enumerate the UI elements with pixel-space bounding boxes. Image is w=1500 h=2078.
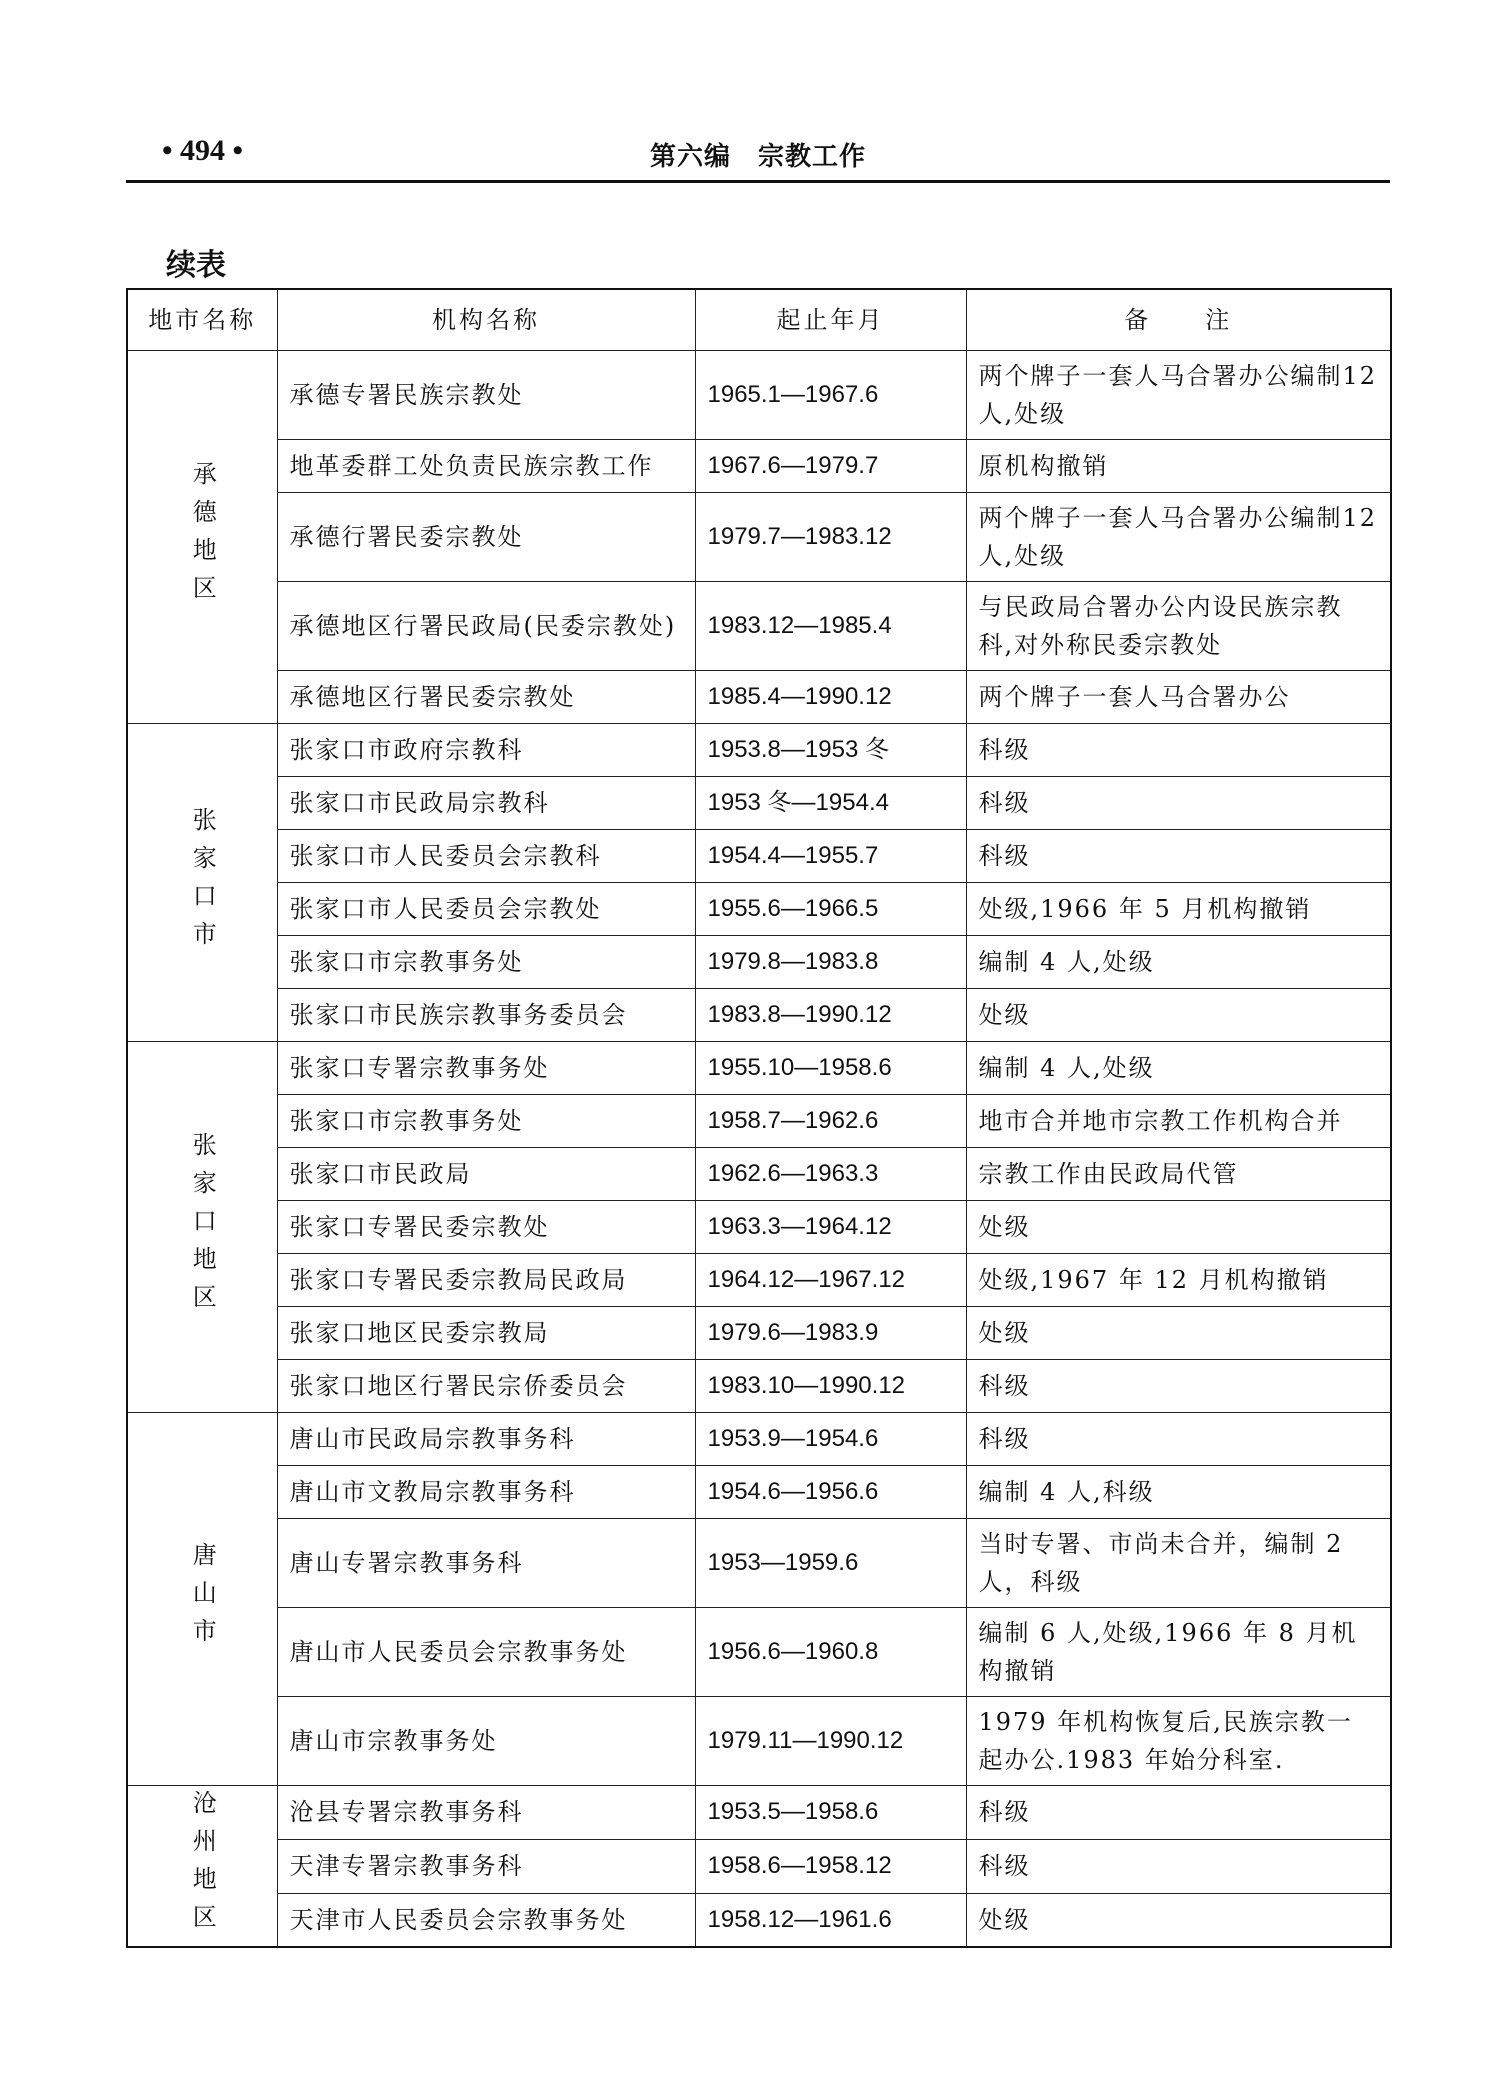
column-header-region: 地市名称 (127, 289, 277, 351)
table-row (127, 1360, 1391, 1413)
table-row (127, 830, 1391, 883)
org-cell: 张家口市人民委员会宗教处 (277, 883, 695, 936)
column-header-org: 机构名称 (277, 289, 695, 351)
org-cell: 唐山市宗教事务处 (277, 1697, 695, 1786)
org-cell: 张家口市民族宗教事务委员会 (277, 989, 695, 1042)
period-cell: 1953 冬—1954.4 (695, 777, 966, 830)
table-row (127, 1307, 1391, 1360)
org-cell: 唐山专署宗教事务科 (277, 1519, 695, 1608)
region-cell (127, 724, 277, 1042)
org-cell: 地革委群工处负责民族宗教工作 (277, 440, 695, 493)
org-cell: 张家口专署民委宗教处 (277, 1201, 695, 1254)
org-cell: 天津市人民委员会宗教事务处 (277, 1893, 695, 1947)
table-row (127, 724, 1391, 777)
org-cell: 承德地区行署民委宗教处 (277, 671, 695, 724)
period-cell: 1958.6—1958.12 (695, 1839, 966, 1893)
period-cell: 1979.8—1983.8 (695, 936, 966, 989)
period-cell: 1979.7—1983.12 (695, 493, 966, 582)
note-cell: 处级,1966 年 5 月机构撤销 (966, 883, 1391, 936)
note-cell: 1979 年机构恢复后,民族宗教一起办公.1983 年始分科室. (966, 1697, 1391, 1786)
page-header (126, 128, 1390, 176)
note-cell: 处级,1967 年 12 月机构撤销 (966, 1254, 1391, 1307)
period-cell: 1953.5—1958.6 (695, 1786, 966, 1840)
org-cell: 承德专署民族宗教处 (277, 351, 695, 440)
period-cell: 1958.7—1962.6 (695, 1095, 966, 1148)
header-row (127, 289, 1391, 351)
period-cell: 1985.4—1990.12 (695, 671, 966, 724)
table-row (127, 1893, 1391, 1947)
period-cell: 1953—1959.6 (695, 1519, 966, 1608)
note-cell: 编制 4 人,处级 (966, 936, 1391, 989)
column-header-note: 备 注 (966, 289, 1391, 351)
region-name: 张家口市 (188, 806, 217, 959)
table-row (127, 493, 1391, 582)
table-row (127, 1148, 1391, 1201)
table-row (127, 1413, 1391, 1466)
note-cell: 编制 4 人,处级 (966, 1042, 1391, 1095)
period-cell: 1953.8—1953 冬 (695, 724, 966, 777)
period-cell: 1983.12—1985.4 (695, 582, 966, 671)
note-cell: 科级 (966, 1786, 1391, 1840)
note-cell: 科级 (966, 830, 1391, 883)
org-cell: 承德地区行署民政局(民委宗教处) (277, 582, 695, 671)
table-row (127, 1697, 1391, 1786)
org-cell: 张家口市人民委员会宗教科 (277, 830, 695, 883)
note-cell: 科级 (966, 1413, 1391, 1466)
period-cell: 1965.1—1967.6 (695, 351, 966, 440)
note-cell: 科级 (966, 777, 1391, 830)
org-cell: 张家口市民政局 (277, 1148, 695, 1201)
note-cell: 与民政局合署办公内设民族宗教科,对外称民委宗教处 (966, 582, 1391, 671)
header-rule (126, 180, 1390, 183)
table-row (127, 883, 1391, 936)
table-row (127, 777, 1391, 830)
note-cell: 科级 (966, 1839, 1391, 1893)
period-cell: 1958.12—1961.6 (695, 1893, 966, 1947)
period-cell: 1963.3—1964.12 (695, 1201, 966, 1254)
region-name: 张家口地区 (188, 1132, 217, 1322)
region-name: 唐山市 (188, 1542, 217, 1656)
org-cell: 承德行署民委宗教处 (277, 493, 695, 582)
table-row (127, 351, 1391, 440)
table-row (127, 1519, 1391, 1608)
note-cell: 科级 (966, 1360, 1391, 1413)
org-cell: 张家口地区民委宗教局 (277, 1307, 695, 1360)
institutions-table (126, 288, 1392, 1948)
table-row (127, 440, 1391, 493)
period-cell: 1979.6—1983.9 (695, 1307, 966, 1360)
period-cell: 1983.8—1990.12 (695, 989, 966, 1042)
period-cell: 1979.11—1990.12 (695, 1697, 966, 1786)
period-cell: 1962.6—1963.3 (695, 1148, 966, 1201)
period-cell: 1964.12—1967.12 (695, 1254, 966, 1307)
table-row (127, 1786, 1391, 1840)
region-name: 承德地区 (188, 461, 217, 613)
period-cell: 1954.6—1956.6 (695, 1466, 966, 1519)
region-cell (127, 1786, 277, 1948)
table-row (127, 582, 1391, 671)
org-cell: 张家口专署民委宗教局民政局 (277, 1254, 695, 1307)
period-cell: 1953.9—1954.6 (695, 1413, 966, 1466)
period-cell: 1954.4—1955.7 (695, 830, 966, 883)
region-cell (127, 1042, 277, 1413)
note-cell: 原机构撤销 (966, 440, 1391, 493)
table-row (127, 989, 1391, 1042)
table-row (127, 1608, 1391, 1697)
region-name: 沧州地区 (188, 1790, 217, 1942)
org-cell: 张家口地区行署民宗侨委员会 (277, 1360, 695, 1413)
note-cell: 处级 (966, 1307, 1391, 1360)
table-row (127, 1839, 1391, 1893)
org-cell: 唐山市民政局宗教事务科 (277, 1413, 695, 1466)
period-cell: 1955.10—1958.6 (695, 1042, 966, 1095)
table-row (127, 1201, 1391, 1254)
table-row (127, 1466, 1391, 1519)
period-cell: 1983.10—1990.12 (695, 1360, 966, 1413)
org-cell: 沧县专署宗教事务科 (277, 1786, 695, 1840)
org-cell: 张家口市宗教事务处 (277, 1095, 695, 1148)
table-body (127, 351, 1391, 1948)
column-header-period: 起止年月 (695, 289, 966, 351)
org-cell: 天津专署宗教事务科 (277, 1839, 695, 1893)
table-row (127, 671, 1391, 724)
note-cell: 编制 4 人,科级 (966, 1466, 1391, 1519)
note-cell: 编制 6 人,处级,1966 年 8 月机构撤销 (966, 1608, 1391, 1697)
note-cell: 处级 (966, 1201, 1391, 1254)
period-cell: 1967.6—1979.7 (695, 440, 966, 493)
note-cell: 宗教工作由民政局代管 (966, 1148, 1391, 1201)
note-cell: 两个牌子一套人马合署办公编制12人,处级 (966, 493, 1391, 582)
note-cell: 当时专署、市尚未合并，编制 2 人，科级 (966, 1519, 1391, 1608)
table-row (127, 1095, 1391, 1148)
note-cell: 两个牌子一套人马合署办公编制12人,处级 (966, 351, 1391, 440)
org-cell: 张家口市宗教事务处 (277, 936, 695, 989)
table-row (127, 936, 1391, 989)
note-cell: 处级 (966, 1893, 1391, 1947)
page-number: • 494 • (162, 134, 244, 167)
region-cell (127, 351, 277, 724)
note-cell: 两个牌子一套人马合署办公 (966, 671, 1391, 724)
org-cell: 唐山市人民委员会宗教事务处 (277, 1608, 695, 1697)
table-row (127, 1254, 1391, 1307)
org-cell: 张家口专署宗教事务处 (277, 1042, 695, 1095)
note-cell: 科级 (966, 724, 1391, 777)
org-cell: 张家口市政府宗教科 (277, 724, 695, 777)
table-caption: 续表 (166, 248, 226, 283)
note-cell: 处级 (966, 989, 1391, 1042)
table-row (127, 1042, 1391, 1095)
org-cell: 唐山市文教局宗教事务科 (277, 1466, 695, 1519)
period-cell: 1956.6—1960.8 (695, 1608, 966, 1697)
note-cell: 地市合并地市宗教工作机构合并 (966, 1095, 1391, 1148)
region-cell (127, 1413, 277, 1786)
chapter-title: 第六编 宗教工作 (649, 142, 866, 172)
org-cell: 张家口市民政局宗教科 (277, 777, 695, 830)
period-cell: 1955.6—1966.5 (695, 883, 966, 936)
